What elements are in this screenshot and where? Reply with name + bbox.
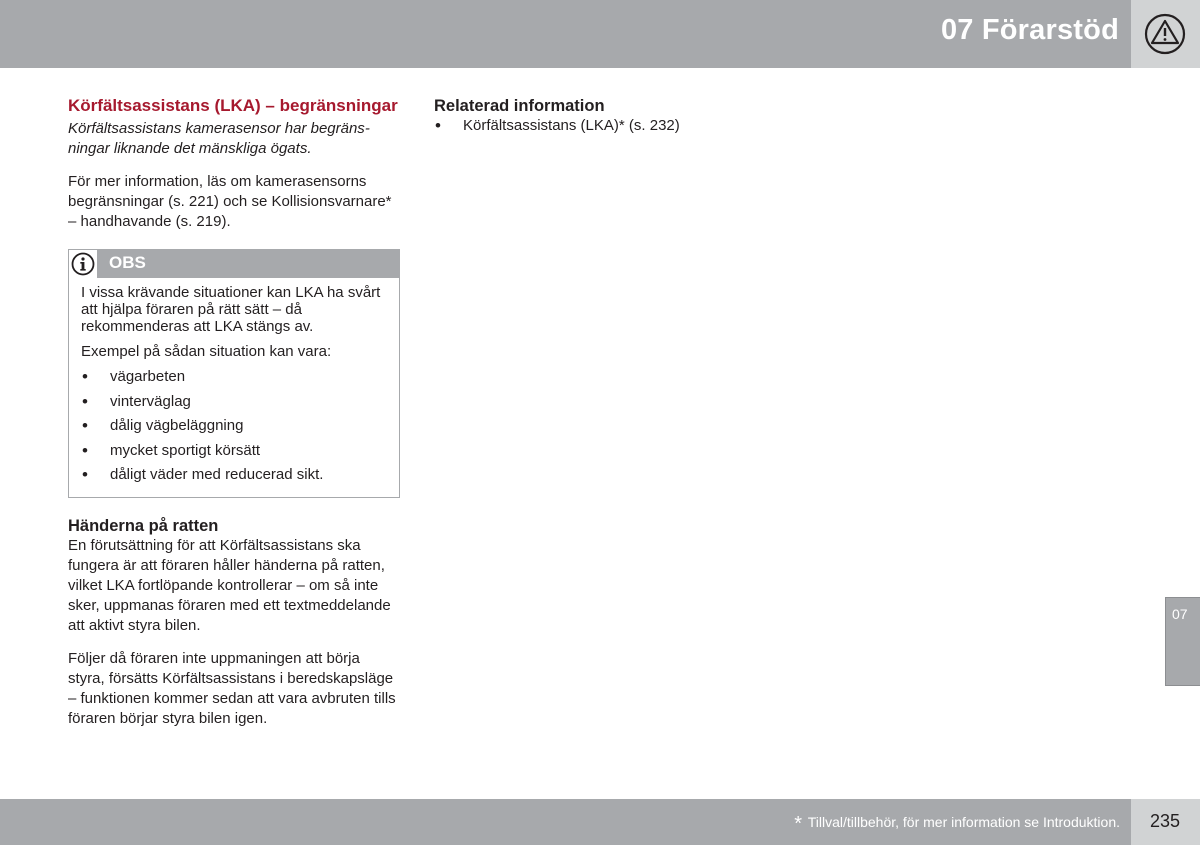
obs-text-1: I vissa krävande situationer kan LKA ha svårt att hjälpa föraren på rätt sätt – då rekommenderas att LKA stängs av. — [81, 284, 381, 335]
footer-note — [794, 813, 1120, 836]
page-number-box — [1131, 799, 1200, 845]
related-column — [434, 97, 764, 135]
footnote-star: * — [794, 813, 803, 835]
header-icon-box — [1131, 0, 1200, 68]
intro-paragraph: För mer information, läs om kamerasensorns begränsningar (s. 221) och se Kollisionsvarnare* – handhavande (s. 219). — [68, 173, 392, 230]
obs-icon-box — [69, 250, 98, 278]
obs-header — [69, 250, 399, 278]
obs-text-2: Exempel på sådan situation kan vara: — [81, 343, 332, 360]
obs-body — [69, 278, 399, 497]
related-title: Relaterad information — [434, 97, 605, 115]
chapter-tab-label: 07 — [1172, 606, 1188, 622]
section-title: Körfältsassistans (LKA) – begränsningar — [68, 96, 398, 115]
footnote-text: Tillval/tillbehör, för mer information se Introduktion. — [807, 814, 1120, 830]
related-list — [434, 116, 764, 135]
chapter-tab[interactable] — [1165, 597, 1200, 686]
hands-paragraph-2: Följer då föraren inte uppmaningen att börja styra, försätts Körfältsassistans i beredskapsläge – funktionen kommer sedan att vara avbruten tills föraren börjar styra bilen igen. — [68, 649, 396, 727]
obs-bullet-list — [81, 368, 387, 484]
obs-note-box — [68, 249, 400, 498]
footer-bar — [0, 799, 1131, 845]
list-item: • vinterväglag — [81, 393, 387, 411]
info-icon — [71, 252, 95, 276]
header-bar — [0, 0, 1131, 68]
chapter-title: 07 Förarstöd — [940, 14, 1119, 46]
main-column — [68, 96, 400, 742]
warning-triangle-icon — [1144, 13, 1186, 55]
obs-label: OBS — [109, 253, 146, 272]
page-number: 235 — [1150, 811, 1181, 831]
list-item: • dålig vägbeläggning — [81, 417, 387, 435]
lead-text: Körfältsassistans kamerasensor har begränsningar liknande det mänskliga ögats. — [68, 120, 370, 157]
list-item: • mycket sportigt körsätt — [81, 442, 387, 460]
hands-heading: Händerna på ratten — [68, 516, 219, 535]
list-item: • dåligt väder med reducerad sikt. — [81, 466, 387, 484]
hands-paragraph-1: En förutsättning för att Körfältsassistans ska fungera är att föraren håller händerna på ratten, vilket LKA fortlöpande kontrollerar – om så inte sker, uppmanas föraren med ett textmeddelande att aktivt styra bilen. — [68, 536, 391, 634]
related-link[interactable]: • Körfältsassistans (LKA)* (s. 232) — [434, 116, 764, 135]
list-item: • vägarbeten — [81, 368, 387, 386]
